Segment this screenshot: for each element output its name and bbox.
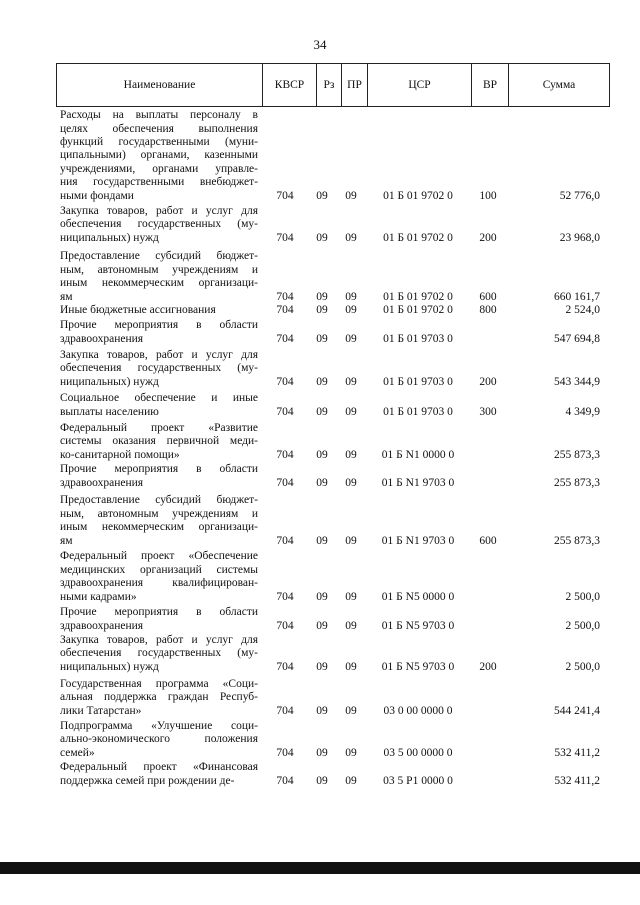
cell-sum: 2 500,0 xyxy=(565,660,600,673)
row-name-line: Социальное обеспечение и иные xyxy=(60,392,258,405)
cell-kvsr: 704 xyxy=(276,590,294,603)
cell-csr: 01 Б 01 9702 0 xyxy=(383,303,453,316)
cell-sum: 255 873,3 xyxy=(554,448,600,461)
cell-pr: 09 xyxy=(345,746,357,759)
cell-rz: 09 xyxy=(316,448,328,461)
row-name-line: учреждениями, органами управле- xyxy=(60,162,258,175)
cell-sum: 660 161,7 xyxy=(554,290,600,303)
row-name xyxy=(60,349,258,389)
cell-sum: 532 411,2 xyxy=(554,746,600,759)
cell-csr: 01 Б 01 9703 0 xyxy=(383,375,453,388)
row-name-line: Прочие мероприятия в области xyxy=(60,319,258,332)
cell-rz: 09 xyxy=(316,774,328,787)
cell-csr: 01 Б N5 9703 0 xyxy=(381,619,455,632)
cell-kvsr: 704 xyxy=(276,704,294,717)
table-row xyxy=(0,250,640,304)
row-name xyxy=(60,634,258,674)
row-name-line: Федеральный проект «Обеспечение xyxy=(60,550,258,563)
cell-pr: 09 xyxy=(345,332,357,345)
row-name-line: здравоохранения xyxy=(60,619,144,632)
cell-pr: 09 xyxy=(345,774,357,787)
cell-rz: 09 xyxy=(316,332,328,345)
row-name xyxy=(60,422,258,462)
cell-vr: 100 xyxy=(479,189,497,202)
cell-kvsr: 704 xyxy=(276,189,294,202)
cell-kvsr: 704 xyxy=(276,476,294,489)
table-row xyxy=(0,349,640,389)
row-name xyxy=(60,463,258,490)
cell-pr: 09 xyxy=(345,189,357,202)
row-name-line: ным, автономным учреждениям и xyxy=(60,263,258,276)
row-name-line: Федеральный проект «Финансовая xyxy=(60,761,258,774)
table-row xyxy=(0,494,640,548)
cell-csr: 03 0 00 0000 0 xyxy=(383,704,453,717)
cell-pr: 09 xyxy=(345,405,357,418)
cell-csr: 01 Б 01 9702 0 xyxy=(383,189,453,202)
cell-csr: 01 Б N1 0000 0 xyxy=(381,448,455,461)
row-name-line: Расходы на выплаты персоналу в xyxy=(60,109,258,122)
row-name-line: ям xyxy=(60,534,73,547)
cell-sum: 255 873,3 xyxy=(554,534,600,547)
row-name xyxy=(60,250,258,304)
column-header-pr: ПР xyxy=(341,64,367,106)
row-name-line: альная поддержка граждан Респуб- xyxy=(60,691,258,704)
cell-sum: 2 524,0 xyxy=(565,303,600,316)
cell-rz: 09 xyxy=(316,534,328,547)
cell-vr: 200 xyxy=(479,375,497,388)
table-row xyxy=(0,606,640,633)
row-name-line: ниципальных) нужд xyxy=(60,231,159,244)
cell-kvsr: 704 xyxy=(276,231,294,244)
row-name-line: обеспечения государственных (му- xyxy=(60,362,258,375)
column-header-sum: Сумма xyxy=(508,64,610,106)
cell-csr: 01 Б 01 9703 0 xyxy=(383,405,453,418)
cell-csr: 01 Б 01 9703 0 xyxy=(383,332,453,345)
table-row xyxy=(0,720,640,760)
row-name-line: ко-санитарной помощи» xyxy=(60,448,180,461)
scan-edge-bar xyxy=(0,862,640,874)
cell-rz: 09 xyxy=(316,746,328,759)
cell-csr: 01 Б N5 0000 0 xyxy=(381,590,455,603)
cell-sum: 543 344,9 xyxy=(554,375,600,388)
cell-csr: 03 5 00 0000 0 xyxy=(383,746,453,759)
cell-csr: 01 Б 01 9702 0 xyxy=(383,290,453,303)
row-name-line: ниципальных) нужд xyxy=(60,375,159,388)
table-header xyxy=(56,63,610,107)
row-name-line: поддержка семей при рождении де- xyxy=(60,774,235,787)
cell-sum: 255 873,3 xyxy=(554,476,600,489)
cell-csr: 03 5 P1 0000 0 xyxy=(383,774,453,787)
cell-rz: 09 xyxy=(316,704,328,717)
cell-kvsr: 704 xyxy=(276,448,294,461)
cell-kvsr: 704 xyxy=(276,534,294,547)
column-header-csr: ЦСР xyxy=(367,64,471,106)
cell-pr: 09 xyxy=(345,660,357,673)
row-name-line: Предоставление субсидий бюджет- xyxy=(60,494,258,507)
cell-sum: 532 411,2 xyxy=(554,774,600,787)
row-name xyxy=(60,678,258,718)
cell-kvsr: 704 xyxy=(276,303,294,316)
table-row xyxy=(0,205,640,245)
row-name-line: обеспечения государственных (му- xyxy=(60,218,258,231)
column-header-rz: Рз xyxy=(316,64,341,106)
cell-pr: 09 xyxy=(345,534,357,547)
row-name xyxy=(60,392,258,419)
cell-pr: 09 xyxy=(345,375,357,388)
table-row xyxy=(0,319,640,346)
cell-kvsr: 704 xyxy=(276,746,294,759)
table-row xyxy=(0,550,640,604)
row-name-line: Прочие мероприятия в области xyxy=(60,606,258,619)
row-name-line: Закупка товаров, работ и услуг для xyxy=(60,633,258,646)
row-name xyxy=(60,109,258,203)
cell-pr: 09 xyxy=(345,448,357,461)
row-name-line: медицинских организаций системы xyxy=(60,563,258,576)
row-name xyxy=(60,761,258,788)
row-name-line: ниципальных) нужд xyxy=(60,660,159,673)
cell-kvsr: 704 xyxy=(276,375,294,388)
cell-kvsr: 704 xyxy=(276,660,294,673)
cell-sum: 544 241,4 xyxy=(554,704,600,717)
row-name xyxy=(60,550,258,604)
row-name-line: Закупка товаров, работ и услуг для xyxy=(60,204,258,217)
row-name-line: ными фондами xyxy=(60,189,134,202)
table-row xyxy=(0,463,640,490)
cell-vr: 800 xyxy=(479,303,497,316)
cell-rz: 09 xyxy=(316,660,328,673)
cell-sum: 52 776,0 xyxy=(559,189,600,202)
row-name xyxy=(60,720,258,760)
cell-rz: 09 xyxy=(316,290,328,303)
cell-sum: 4 349,9 xyxy=(565,405,600,418)
cell-pr: 09 xyxy=(345,704,357,717)
table-row xyxy=(0,761,640,788)
cell-pr: 09 xyxy=(345,231,357,244)
row-name-line: Подпрограмма «Улучшение соци- xyxy=(60,719,258,732)
row-name-line: здравоохранения xyxy=(60,332,144,345)
cell-rz: 09 xyxy=(316,231,328,244)
table-row xyxy=(0,422,640,462)
table-row xyxy=(0,109,640,203)
row-name-line: ально-экономического положения xyxy=(60,733,258,746)
row-name xyxy=(60,205,258,245)
row-name-line: иным некоммерческим организаци- xyxy=(60,521,258,534)
cell-vr: 300 xyxy=(479,405,497,418)
cell-rz: 09 xyxy=(316,375,328,388)
row-name-line: Иные бюджетные ассигнования xyxy=(60,303,216,316)
cell-pr: 09 xyxy=(345,303,357,316)
column-header-vr: ВР xyxy=(471,64,508,106)
cell-kvsr: 704 xyxy=(276,619,294,632)
cell-vr: 200 xyxy=(479,660,497,673)
column-header-name: Наименование xyxy=(56,64,262,106)
row-name-line: функций государственными (муни- xyxy=(60,135,258,148)
row-name xyxy=(60,494,258,548)
cell-csr: 01 Б 01 9702 0 xyxy=(383,231,453,244)
cell-kvsr: 704 xyxy=(276,774,294,787)
cell-csr: 01 Б N5 9703 0 xyxy=(381,660,455,673)
cell-pr: 09 xyxy=(345,290,357,303)
cell-rz: 09 xyxy=(316,476,328,489)
cell-kvsr: 704 xyxy=(276,332,294,345)
row-name-line: ным, автономным учреждениям и xyxy=(60,507,258,520)
cell-pr: 09 xyxy=(345,619,357,632)
cell-rz: 09 xyxy=(316,619,328,632)
row-name-line: Федеральный проект «Развитие xyxy=(60,421,258,434)
cell-sum: 2 500,0 xyxy=(565,590,600,603)
cell-sum: 2 500,0 xyxy=(565,619,600,632)
row-name xyxy=(60,304,258,317)
table-row xyxy=(0,392,640,419)
row-name-line: ям xyxy=(60,290,73,303)
cell-vr: 200 xyxy=(479,231,497,244)
row-name-line: обеспечения государственных (му- xyxy=(60,647,258,660)
row-name-line: Прочие мероприятия в области xyxy=(60,463,258,476)
page-number: 34 xyxy=(313,37,327,52)
row-name-line: здравоохранения xyxy=(60,476,144,489)
row-name-line: лики Татарстан» xyxy=(60,704,142,717)
column-header-kvsr: КВСР xyxy=(262,64,316,106)
table-row xyxy=(0,634,640,674)
cell-rz: 09 xyxy=(316,303,328,316)
row-name-line: Закупка товаров, работ и услуг для xyxy=(60,348,258,361)
cell-sum: 23 968,0 xyxy=(559,231,600,244)
cell-rz: 09 xyxy=(316,590,328,603)
table-row xyxy=(0,678,640,718)
table-row xyxy=(0,304,640,317)
cell-kvsr: 704 xyxy=(276,290,294,303)
row-name xyxy=(60,606,258,633)
cell-pr: 09 xyxy=(345,590,357,603)
row-name-line: ципальными) органами, казенными xyxy=(60,149,258,162)
row-name-line: системы оказания первичной меди- xyxy=(60,435,258,448)
row-name-line: Предоставление субсидий бюджет- xyxy=(60,250,258,263)
cell-vr: 600 xyxy=(479,290,497,303)
cell-kvsr: 704 xyxy=(276,405,294,418)
row-name-line: здравоохранения квалифицирован- xyxy=(60,577,258,590)
row-name-line: ния государственными внебюджет- xyxy=(60,176,258,189)
cell-sum: 547 694,8 xyxy=(554,332,600,345)
cell-csr: 01 Б N1 9703 0 xyxy=(381,534,455,547)
cell-csr: 01 Б N1 9703 0 xyxy=(381,476,455,489)
cell-vr: 600 xyxy=(479,534,497,547)
row-name-line: целях обеспечения выполнения xyxy=(60,122,258,135)
row-name-line: ными кадрами» xyxy=(60,590,137,603)
cell-pr: 09 xyxy=(345,476,357,489)
cell-rz: 09 xyxy=(316,405,328,418)
row-name-line: иным некоммерческим организаци- xyxy=(60,277,258,290)
row-name-line: семей» xyxy=(60,746,95,759)
row-name xyxy=(60,319,258,346)
row-name-line: выплаты населению xyxy=(60,405,159,418)
row-name-line: Государственная программа «Соци- xyxy=(60,677,258,690)
cell-rz: 09 xyxy=(316,189,328,202)
